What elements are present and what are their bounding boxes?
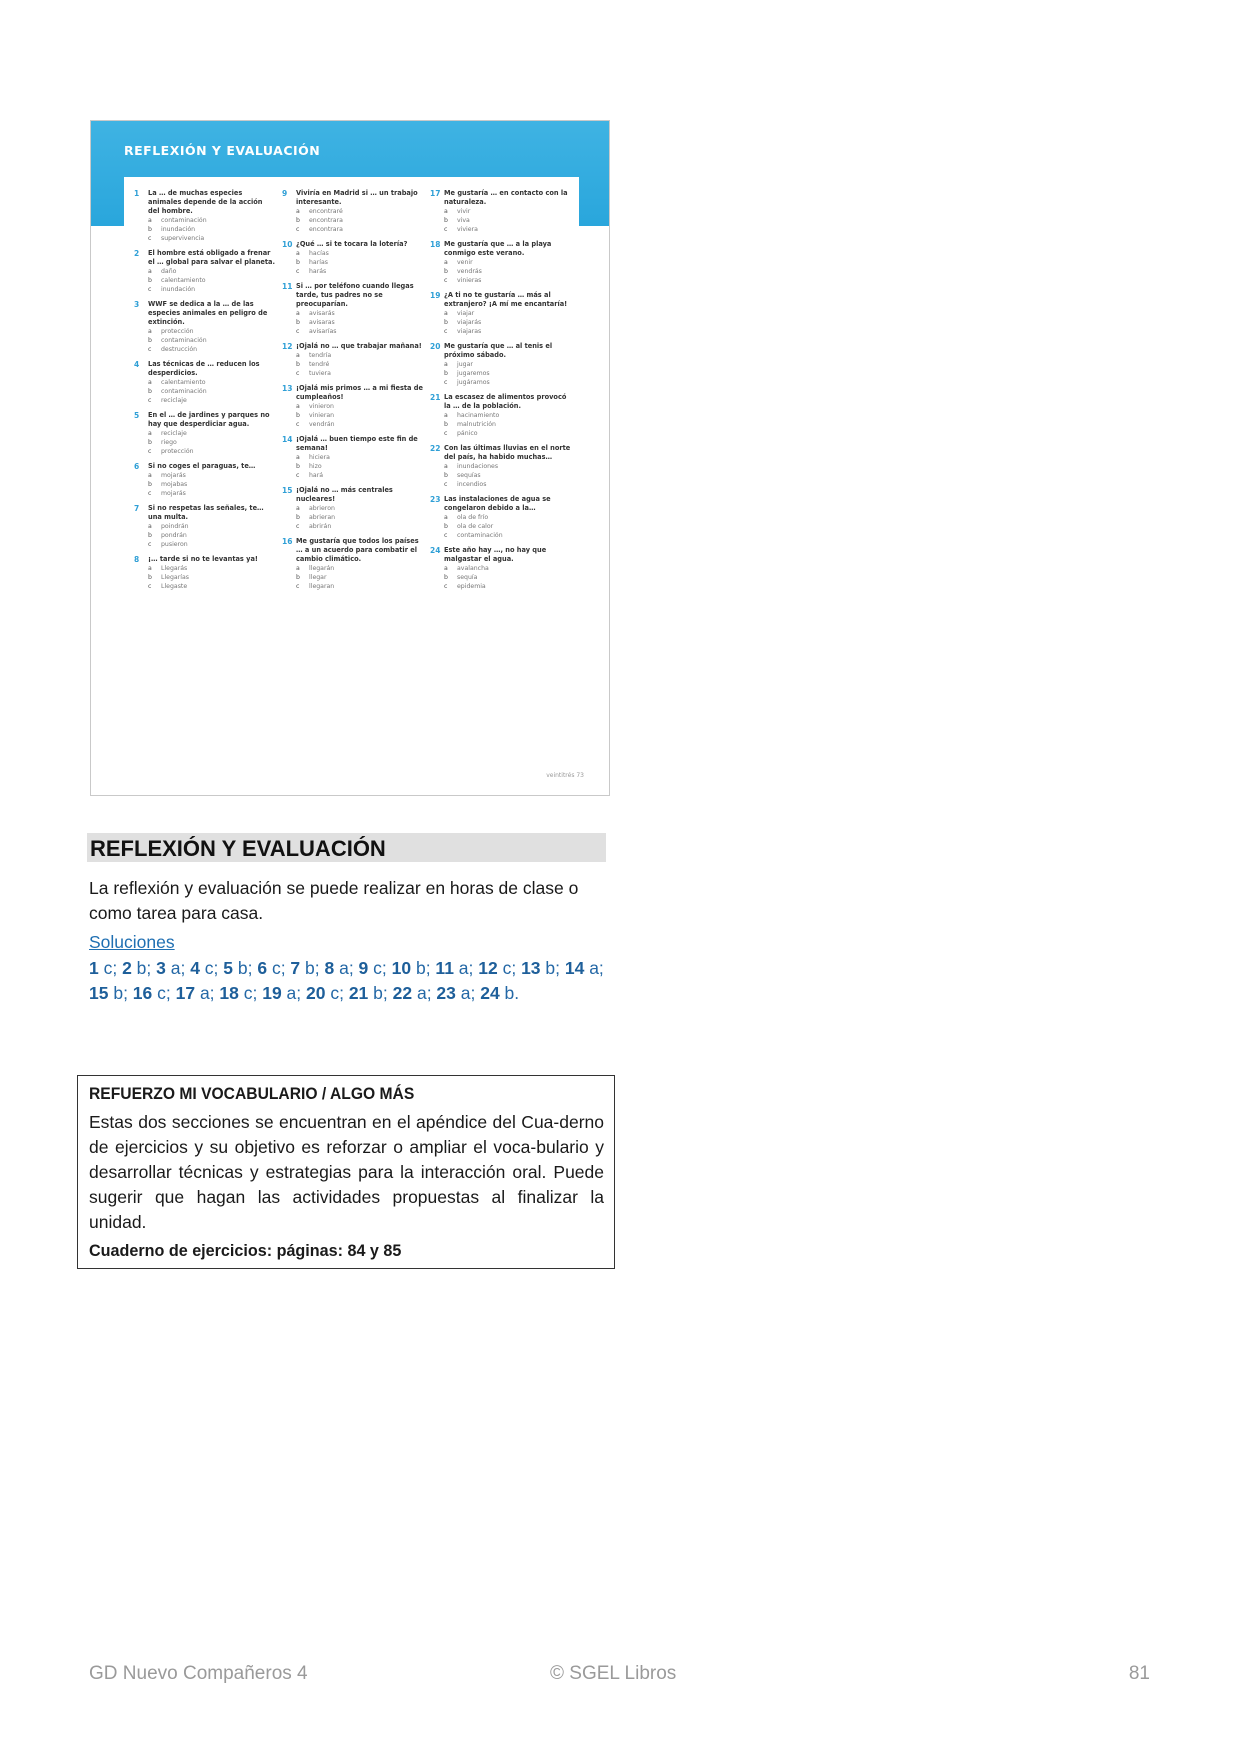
answer-item: 4 c; — [190, 958, 224, 978]
question-text: Este año hay …, no hay que malgastar el agua. — [444, 546, 547, 563]
answer-number: 23 — [436, 983, 456, 1003]
question-option: a calentamiento — [148, 379, 206, 386]
thumbnail-question — [134, 504, 276, 549]
question-number: 8 — [134, 555, 140, 564]
question-option: b abrieran — [296, 514, 336, 521]
answer-item: 6 c; — [257, 958, 291, 978]
question-option: b mojabas — [148, 481, 188, 488]
question-option: a Llegarás — [148, 565, 188, 572]
answer-item: 17 a; — [175, 983, 220, 1003]
section-paragraph: La reflexión y evaluación se puede realizar en horas de clase o como tarea para casa. — [89, 878, 579, 923]
thumbnail-question — [430, 444, 572, 489]
thumbnail-question — [430, 495, 572, 540]
question-option: a inundaciones — [444, 463, 499, 470]
answer-item: 21 b; — [348, 983, 393, 1003]
question-option: b vinieran — [296, 412, 335, 419]
question-option: b avisaras — [296, 319, 335, 326]
question-text: Me gustaría que todos los países … a un acuerdo para combatir el cambio climático. — [296, 537, 419, 563]
question-option: c vendrán — [296, 421, 335, 428]
question-number: 9 — [282, 189, 288, 198]
answer-item: 19 a; — [262, 983, 307, 1003]
question-option: b Llegarías — [148, 574, 189, 581]
question-number: 17 — [430, 189, 441, 198]
question-option: a abrieron — [296, 505, 335, 512]
footer-page-number: 81 — [1128, 1663, 1150, 1684]
question-number: 6 — [134, 462, 140, 471]
question-text: ¡Ojalá no … más centrales nucleares! — [296, 486, 393, 503]
answer-item: 22 a; — [392, 983, 437, 1003]
question-option: c epidemia — [444, 583, 486, 590]
question-option: b sequía — [444, 574, 478, 581]
question-text: ¡Ojalá no … que trabajar mañana! — [296, 342, 422, 350]
question-option: a vivir — [444, 208, 471, 215]
section-heading: REFLEXIÓN Y EVALUACIÓN — [87, 833, 606, 862]
question-option: b llegar — [296, 574, 327, 581]
question-option: a ola de frío — [444, 514, 489, 521]
answer-key — [89, 956, 609, 1006]
answer-number: 17 — [175, 983, 196, 1003]
question-option: a mojarás — [148, 472, 186, 479]
question-text: ¡Ojalá mis primos … a mi fiesta de cumpleaños! — [296, 384, 423, 401]
answer-item: 9 c; — [358, 958, 392, 978]
question-text: Las instalaciones de agua se congelaron debido a la… — [444, 495, 551, 512]
answer-number: 6 — [257, 958, 268, 978]
thumbnail-question — [282, 342, 424, 378]
question-option: b viva — [444, 217, 470, 224]
question-option: a hiciera — [296, 454, 330, 461]
question-option: c hará — [296, 472, 324, 479]
question-option: c pusieron — [148, 541, 188, 548]
question-option: b encontrara — [296, 217, 343, 224]
thumbnail-question — [282, 240, 424, 276]
answer-number: 15 — [89, 983, 109, 1003]
answer-number: 19 — [262, 983, 282, 1003]
question-number: 21 — [430, 393, 441, 402]
question-number: 22 — [430, 444, 441, 453]
question-text: Viviría en Madrid si … un trabajo interesante. — [296, 189, 418, 206]
answer-item: 14 a; — [564, 958, 604, 978]
answer-item: 24 b. — [480, 983, 520, 1003]
answer-number: 5 — [223, 958, 234, 978]
question-number: 2 — [134, 249, 140, 258]
question-text: El hombre está obligado a frenar el … global para salvar el planeta. — [148, 249, 275, 266]
question-text: ¿Qué … si te tocara la lotería? — [296, 240, 408, 248]
question-option: c Llegaste — [148, 583, 188, 590]
thumbnail-question — [430, 342, 572, 387]
question-number: 12 — [282, 342, 293, 351]
question-option: c incendios — [444, 481, 487, 488]
answer-item: 11 a; — [435, 958, 479, 978]
question-text: Me gustaría que … al tenis el próximo sábado. — [444, 342, 553, 359]
thumbnail-column — [282, 189, 424, 597]
box-footer: Cuaderno de ejercicios: páginas: 84 y 85 — [89, 1241, 402, 1260]
thumbnail-title: REFLEXIÓN Y EVALUACIÓN — [124, 143, 321, 158]
thumbnail-question — [282, 282, 424, 336]
question-number: 13 — [282, 384, 293, 393]
answer-number: 20 — [306, 983, 326, 1003]
question-option: c llegaran — [296, 583, 335, 590]
answer-number: 9 — [358, 958, 369, 978]
question-option: a llegarán — [296, 565, 335, 572]
question-option: a venir — [444, 259, 473, 266]
question-text: La … de muchas especies animales depende de la acción del hombre. — [148, 189, 263, 215]
question-option: a vinieron — [296, 403, 334, 410]
question-option: b hizo — [296, 463, 322, 470]
vocabulary-box — [77, 1075, 615, 1269]
question-text: En el … de jardines y parques no hay que desperdiciar agua. — [148, 411, 270, 428]
question-option: b malnutrición — [444, 421, 496, 428]
answer-item: 3 a; — [156, 958, 191, 978]
question-text: ¡… tarde si no te levantas ya! — [148, 555, 258, 563]
answer-number: 18 — [219, 983, 239, 1003]
question-option: b riego — [148, 439, 177, 446]
question-option: a tendría — [296, 352, 332, 359]
question-option: c harás — [296, 268, 327, 275]
thumbnail-question — [282, 486, 424, 531]
question-option: c destrucción — [148, 346, 198, 353]
question-number: 24 — [430, 546, 441, 555]
textbook-page-thumbnail — [90, 120, 610, 796]
question-option: c abrirán — [296, 523, 332, 530]
thumbnail-question — [134, 360, 276, 405]
thumbnail-question-columns — [134, 189, 574, 597]
answer-item: 20 c; — [306, 983, 349, 1003]
thumbnail-question — [134, 300, 276, 354]
thumbnail-question — [282, 189, 424, 234]
question-option: b jugaremos — [444, 370, 490, 377]
question-text: La escasez de alimentos provocó la … de la población. — [444, 393, 567, 410]
question-number: 7 — [134, 504, 140, 513]
thumbnail-question — [430, 189, 572, 234]
question-number: 11 — [282, 282, 293, 291]
question-option: c reciclaje — [148, 397, 187, 404]
question-option: b inundación — [148, 226, 196, 233]
question-option: c supervivencia — [148, 235, 205, 242]
answer-number: 16 — [132, 983, 153, 1003]
answer-item: 13 b; — [521, 958, 565, 978]
question-text: WWF se dedica a la … de las especies animales en peligro de extinción. — [148, 300, 268, 326]
question-text: Con las últimas lluvias en el norte del país, ha habido muchas… — [444, 444, 571, 461]
thumbnail-question — [282, 384, 424, 429]
question-option: b contaminación — [148, 388, 207, 395]
answer-number: 10 — [391, 958, 412, 978]
thumbnail-question — [134, 555, 276, 591]
question-option: c mojarás — [148, 490, 186, 497]
question-option: a avalancha — [444, 565, 489, 572]
question-option: c avisarías — [296, 328, 337, 335]
answer-item: 1 c; — [89, 958, 123, 978]
question-option: c encontrara — [296, 226, 343, 233]
question-number: 16 — [282, 537, 293, 546]
question-option: b pondrán — [148, 532, 187, 539]
question-number: 23 — [430, 495, 441, 504]
question-text: ¡Ojalá … buen tiempo este fin de semana! — [296, 435, 418, 452]
answer-item: 10 b; — [391, 958, 436, 978]
answer-item: 12 c; — [478, 958, 522, 978]
question-option: a hacías — [296, 250, 329, 257]
question-number: 15 — [282, 486, 293, 495]
question-option: c protección — [148, 448, 194, 455]
answer-item: 7 b; — [290, 958, 325, 978]
question-number: 1 — [134, 189, 140, 198]
question-option: b harías — [296, 259, 328, 266]
question-number: 10 — [282, 240, 293, 249]
footer-book-title: GD Nuevo Compañeros 4 — [89, 1663, 308, 1684]
answer-number: 12 — [478, 958, 498, 978]
question-option: c vinieras — [444, 277, 482, 284]
answer-number: 1 — [89, 958, 99, 978]
question-number: 19 — [430, 291, 441, 300]
answer-number: 11 — [435, 958, 454, 978]
question-option: b viajarás — [444, 319, 482, 326]
question-option: c inundación — [148, 286, 196, 293]
answer-number: 8 — [324, 958, 335, 978]
question-number: 20 — [430, 342, 441, 351]
answer-item: 5 b; — [223, 958, 258, 978]
question-option: a protección — [148, 328, 194, 335]
answer-item: 2 b; — [122, 958, 157, 978]
question-option: b sequías — [444, 472, 481, 479]
question-number: 3 — [134, 300, 140, 309]
thumbnail-page-number: veintitrés 73 — [546, 772, 584, 779]
answer-number: 14 — [564, 958, 585, 978]
question-option: b vendrás — [444, 268, 482, 275]
question-option: a hacinamiento — [444, 412, 500, 419]
answer-item: 23 a; — [436, 983, 481, 1003]
thumbnail-question — [282, 435, 424, 480]
thumbnail-question — [134, 189, 276, 243]
question-text: Si no coges el paraguas, te… — [148, 462, 256, 470]
question-option: b tendré — [296, 361, 330, 368]
question-option: c contaminación — [444, 532, 503, 539]
answer-number: 24 — [480, 983, 500, 1003]
thumbnail-column — [430, 189, 572, 597]
answer-number: 22 — [392, 983, 413, 1003]
box-body: Estas dos secciones se encuentran en el apéndice del Cua-derno de ejercicios y su objetivo es reforzar o ampliar el voca-bulario y desarrollar técnicas y estrategias para la interacción oral. Puede sugerir que hagan las actividades propuestas al finalizar la unidad. — [89, 1112, 604, 1232]
thumbnail-content-panel — [124, 177, 579, 775]
question-option: c pánico — [444, 430, 478, 437]
answer-item: 16 c; — [132, 983, 176, 1003]
thumbnail-question — [134, 462, 276, 498]
question-option: c tuviera — [296, 370, 331, 377]
question-text: Si no respetas las señales, te… una multa. — [148, 504, 264, 521]
question-option: c viajaras — [444, 328, 482, 335]
solutions-link[interactable]: Soluciones — [89, 932, 175, 952]
answer-number: 13 — [521, 958, 541, 978]
question-text: Me gustaría que … a la playa conmigo este verano. — [444, 240, 552, 257]
question-option: b calentamiento — [148, 277, 206, 284]
question-text: ¿A ti no te gustaría … más al extranjero? ¡A mí me encantaría! — [444, 291, 568, 308]
thumbnail-question — [430, 240, 572, 285]
question-option: a poindrán — [148, 523, 189, 530]
question-option: b ola de calor — [444, 523, 494, 530]
answer-item: 15 b; — [89, 983, 133, 1003]
thumbnail-question — [282, 537, 424, 591]
question-text: Si … por teléfono cuando llegas tarde, tus padres no se preocuparían. — [296, 282, 414, 308]
question-option: a reciclaje — [148, 430, 187, 437]
thumbnail-column — [134, 189, 276, 597]
answer-item: 8 a; — [324, 958, 359, 978]
question-number: 14 — [282, 435, 293, 444]
box-title: REFUERZO MI VOCABULARIO / ALGO MÁS — [89, 1084, 415, 1103]
question-option: b contaminación — [148, 337, 207, 344]
question-text: Las técnicas de … reducen los desperdicios. — [148, 360, 260, 377]
question-option: a jugar — [444, 361, 473, 368]
question-number: 4 — [134, 360, 140, 369]
answer-number: 21 — [348, 983, 369, 1003]
thumbnail-question — [134, 411, 276, 456]
answer-number: 7 — [290, 958, 301, 978]
footer-publisher: © SGEL Libros — [550, 1663, 677, 1684]
question-number: 5 — [134, 411, 140, 420]
question-option: c viviera — [444, 226, 478, 233]
thumbnail-question — [134, 249, 276, 294]
answer-number: 3 — [156, 958, 166, 978]
question-text: Me gustaría … en contacto con la naturaleza. — [444, 189, 568, 206]
question-option: a contaminación — [148, 217, 207, 224]
thumbnail-question — [430, 291, 572, 336]
question-option: c jugáramos — [444, 379, 490, 386]
question-option: a avisarás — [296, 310, 335, 317]
answer-number: 2 — [122, 958, 132, 978]
question-option: a viajar — [444, 310, 475, 317]
question-number: 18 — [430, 240, 441, 249]
thumbnail-question — [430, 393, 572, 438]
answer-number: 4 — [190, 958, 200, 978]
question-option: a daño — [148, 268, 177, 275]
thumbnail-question — [430, 546, 572, 591]
question-option: a encontraré — [296, 208, 343, 215]
answer-item: 18 c; — [219, 983, 263, 1003]
